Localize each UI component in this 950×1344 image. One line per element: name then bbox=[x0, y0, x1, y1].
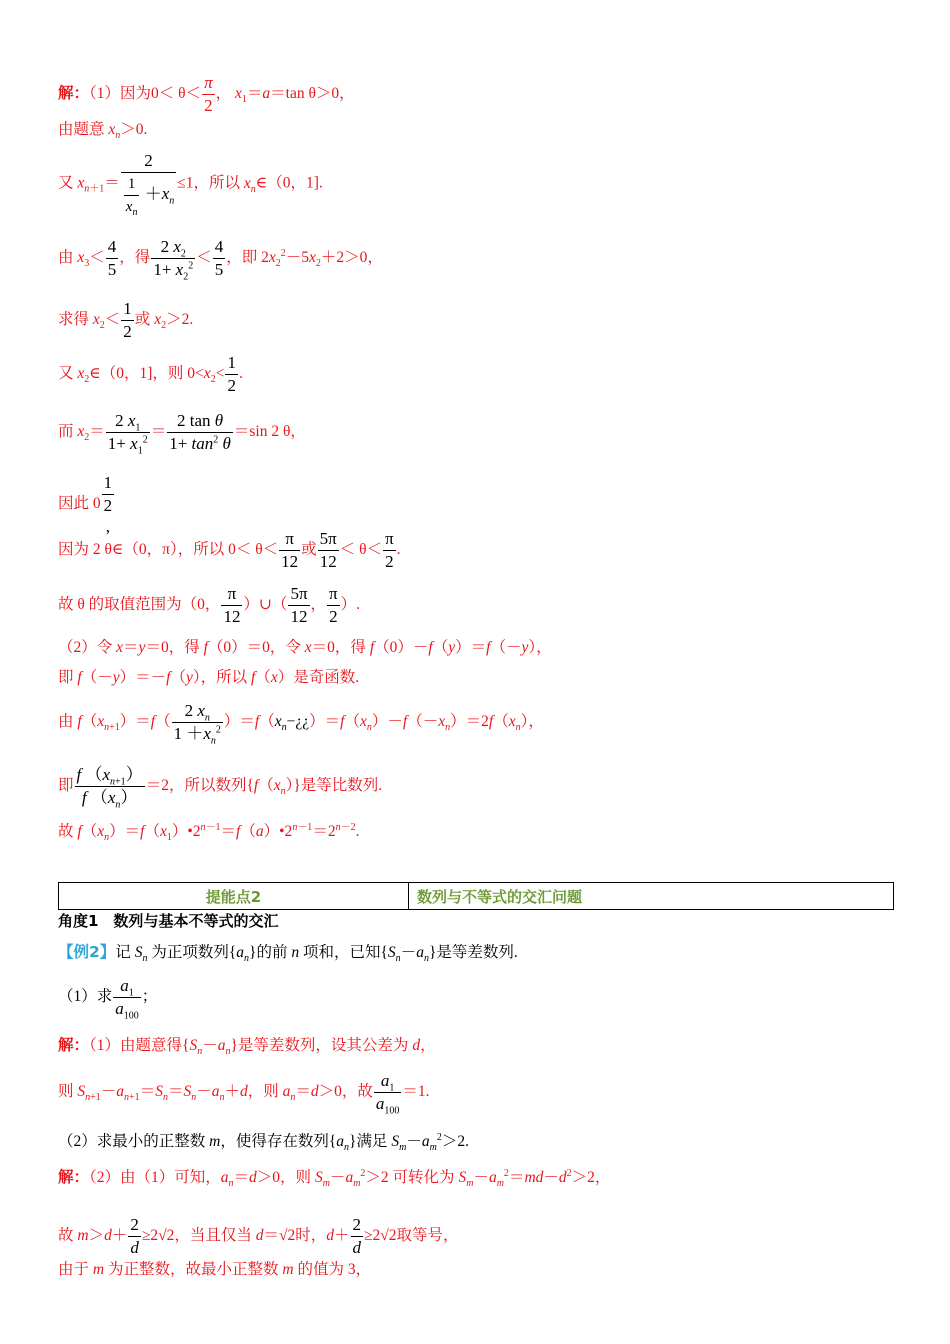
solution-line-5: 求得 $x_2<$ $\frac{1}{2}$ 或 $x_2>2$. bbox=[58, 299, 194, 341]
solution-2a: 解：（2）由（1）可知，$a_n=d>0$，则 $S_m-a_m^2>2$ 可转化为 $S_m-a_m^2=md-d^2>2$， bbox=[58, 1167, 611, 1190]
solution-2b: 故 m＞d＋ $\frac{2}{d}$ ≥2√2，当且仅当 d＝√2时，d＋ $\frac{2}{d}$ ≥2√2取等号， bbox=[58, 1215, 459, 1257]
section-header-table bbox=[58, 882, 894, 910]
solution-line-14: 即 $\frac{f (x_{n+1})}{f (x_n)}$ ＝2，所以数列$\{f(x_n)\}$是等比数列. bbox=[58, 765, 383, 811]
solution-line-3: 又 $x_{n+1}=$ 2 $\frac{1}{x_n}$ $+x_n$ ≤1，所以 $x_n\in(0$，1]. bbox=[58, 151, 323, 218]
solution-line-13: 由 $f(x_{n+1})=f$（ $\frac{2 x_n}{1 +x_n^2}$ ）$=f(x_n-¿¿)=f(x_n)-f(-x_n)=2f(x_n)$， bbox=[58, 701, 544, 747]
example-statement: 【例2】记 $S_n$ 为正项数列$\{a_n\}$的前 n 项和，已知$\{S_n-a_n\}$是等差数列. bbox=[58, 943, 518, 965]
solution-line-2: 由题意 $x_n>0$. bbox=[58, 121, 148, 142]
solution-1a: 解：（1）由题意得$\{S_n-a_n\}$是等差数列，设其公差为 d， bbox=[58, 1037, 436, 1058]
solution-line-10: 故 θ 的取值范围为（0， $\frac{\pi}{12}$ ）∪（ $\frac{5\pi}{12}$ ， $\frac{\pi}{2}$ ）. bbox=[58, 584, 361, 626]
solution-line-12: 即 f（－y）＝－f（y），所以 f（x）是奇函数. bbox=[58, 669, 360, 686]
solution-2c: 由于 m 为正整数，故最小正整数 m 的值为 3， bbox=[58, 1261, 372, 1278]
question-2: （2）求最小的正整数 m，使得存在数列$\{a_n\}$满足 $S_m-a_m^2>2$. bbox=[58, 1131, 469, 1154]
example-tag: 【例2】 bbox=[58, 943, 116, 961]
section-title: 数列与不等式的交汇问题 bbox=[417, 887, 583, 906]
solution-line-8: 因此 0 1 2 , bbox=[58, 473, 113, 536]
solution-line-6: 又 $x_2\in(0$，1]，则 $0<x_2<$ $\frac{1}{2}$ . bbox=[58, 353, 243, 395]
solution-line-15: 故 $f(x_n)=f(x_1)•2^{n-1}=f(a)•2^{n-1}=2^{n-2}$. bbox=[58, 821, 360, 844]
solution-line-7: 而 $x_2=$ $\frac{2 x_1}{1+ x_1^2}$ ＝ $\frac{\text{2 tan θ}}{1+ \tan^2 \theta}$ ＝sin 2 θ， bbox=[58, 411, 306, 457]
solution-1b: 则 $S_{n+1}-a_{n+1}=S_n=S_n-a_n+d$，则 $a_n=d>0$，故 $\frac{a_1}{a_{100}}$ ＝1. bbox=[58, 1071, 430, 1117]
angle-heading: 角度1 数列与基本不等式的交汇 bbox=[58, 912, 279, 930]
solution-line-9: 因为 2 θ∈（0，π），所以 0＜ θ＜ $\frac{\pi}{12}$ 或 $\frac{5\pi}{12}$ ＜ θ＜ $\frac{\pi}{2}$ . bbox=[58, 529, 401, 571]
solution-line-1: 解：（1）因为0＜ θ＜ $\frac{\pi}{2}$ ， $x_1=a=\tan$ θ＞0， bbox=[58, 73, 355, 115]
section-number: 提能点2 bbox=[59, 883, 409, 909]
solution-line-11: （2）令 x＝y＝0，得 f（0）＝0，令 x＝0，得 f（0）－f（y）＝f（－y）， bbox=[58, 639, 552, 656]
question-1: （1）求 $\frac{a_1}{a_{100}}$ ； bbox=[58, 976, 158, 1022]
solution-line-4: 由 $x_3<$ $\frac{4}{5}$ ，得 $\frac{2 x_2}{1+ x_2^2}$ ＜ $\frac{4}{5}$ ，即 $2x_2^2-5x_2+2>0$， bbox=[58, 237, 383, 283]
